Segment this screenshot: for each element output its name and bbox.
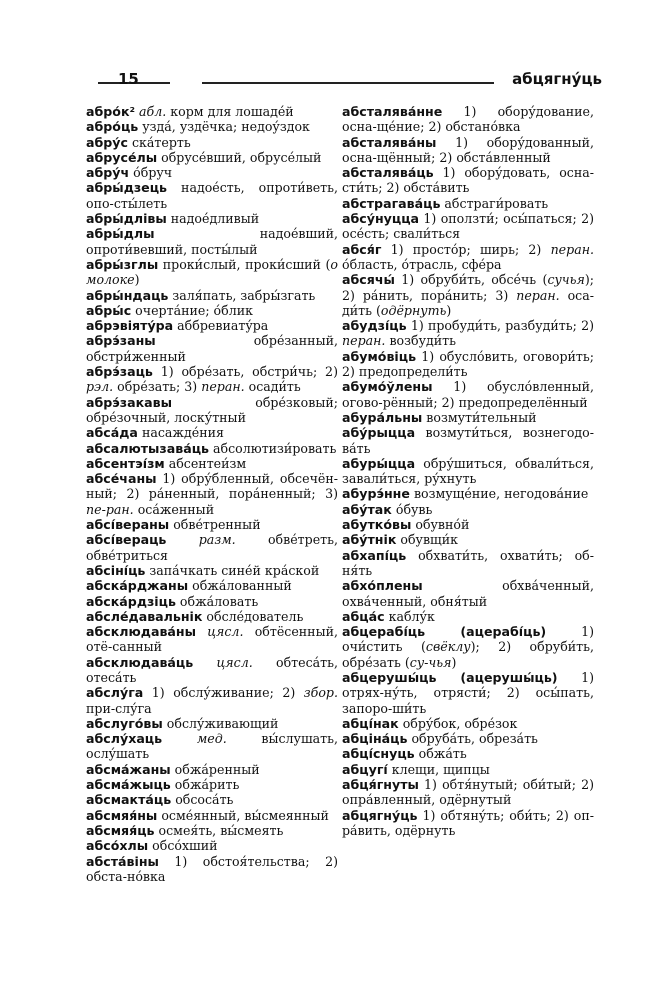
dictionary-entry — [86, 838, 338, 853]
dictionary-entry — [342, 486, 594, 501]
entry-headword: абсі́вераць — [86, 532, 167, 548]
entry-text: 1) обусло́вленный, огово-рённый; 2) предопределённый — [342, 379, 594, 410]
entry-headword: абсма́жыць — [86, 777, 171, 793]
dictionary-entry — [342, 104, 594, 135]
dictionary-entry — [86, 532, 338, 563]
page-number: 15 — [118, 70, 139, 88]
dictionary-entry — [342, 410, 594, 425]
dictionary-entry — [86, 395, 338, 426]
entry-headword: абумо́віць — [342, 348, 417, 364]
entry-headword: абро́к² — [86, 104, 136, 119]
entry-headword: абсі́вераны — [86, 517, 170, 533]
entry-text: обхвати́ть, охвати́ть; об-ня́ть — [342, 547, 594, 578]
entry-text: 1) обтя́нутый; оби́тый; 2) опра́вленный, одёрнутый — [342, 777, 594, 808]
left-column — [86, 104, 338, 884]
entry-text: надое́дливый — [166, 211, 260, 227]
entry-headword: абсячы́ — [342, 272, 395, 288]
entry-text: о́бувь — [391, 501, 433, 517]
entry-label: су-чья — [409, 654, 452, 670]
entry-headword: абслуго́вы — [86, 715, 163, 731]
entry-headword: абсле́давальнік — [86, 608, 203, 624]
entry-label: перан. — [342, 333, 386, 349]
entry-headword: абслу́га — [86, 685, 144, 701]
entry-text: ) — [134, 272, 140, 288]
entry-text: очерта́ние; о́блик — [131, 302, 253, 318]
entry-text: обжа́ловать — [175, 593, 259, 609]
entry-label: рэл. — [86, 379, 114, 395]
dictionary-entry — [342, 731, 594, 746]
entry-label: цясл. — [216, 654, 253, 670]
entry-text: 1) обре́зать, обстри́чь; 2) — [152, 364, 338, 380]
header-rule-right — [202, 82, 494, 84]
dictionary-entry — [342, 456, 594, 487]
entry-text: абсентеи́зм — [164, 455, 247, 471]
entry-headword: абсмакта́ць — [86, 792, 172, 808]
entry-headword: абура́льны — [342, 409, 423, 425]
dictionary-entry — [86, 425, 338, 440]
entry-text: о́бласть, о́трасль, сфе́ра — [342, 256, 502, 272]
dictionary-entry — [86, 165, 338, 180]
entry-text: обсоса́ть — [171, 792, 234, 808]
dictionary-entry — [86, 731, 338, 762]
entry-headword: абцерабі́ць (ацерабі́ць) — [342, 624, 547, 640]
entry-label: мед. — [196, 731, 227, 747]
entry-headword: абро́ць — [86, 119, 139, 135]
dictionary-entry — [342, 548, 594, 579]
dictionary-entry — [86, 303, 338, 318]
entry-text — [166, 532, 198, 547]
dictionary-entry — [342, 165, 594, 196]
entry-text: абсолютизи́ровать — [209, 440, 337, 456]
dictionary-entry — [342, 609, 594, 624]
entry-headword: абсіні́ць — [86, 562, 146, 578]
entry-headword: абсклюдава́ць — [86, 654, 194, 670]
dictionary-entry — [342, 318, 594, 349]
dictionary-entry — [342, 670, 594, 716]
entry-headword: абсе́чаны — [86, 471, 157, 487]
entry-headword: абца́с — [342, 608, 385, 624]
dictionary-entry — [86, 104, 338, 119]
entry-headword: абця́гнуты — [342, 777, 419, 793]
entry-headword: абры́зглы — [86, 256, 159, 272]
entry-headword: абу́так — [342, 501, 392, 517]
entry-label: абл. — [139, 104, 167, 119]
dictionary-entry — [342, 716, 594, 731]
entry-text: 1) обору́дованный, осна-щённый; 2) обста́вленный — [342, 134, 594, 165]
entry-headword: абсу́нуцца — [342, 211, 420, 227]
dictionary-entry — [342, 808, 594, 839]
dictionary-entry — [342, 242, 594, 273]
entry-text: узда́, уздёчка; недоу́здок — [138, 119, 310, 135]
entry-headword: абсталява́ны — [342, 134, 437, 150]
entry-text: 1) обору́довать, осна-сти́ть; 2) обста́вить — [342, 165, 594, 196]
entry-text: обрусе́вший, обрусе́лый — [157, 149, 322, 165]
entry-headword: абці́нак — [342, 715, 399, 731]
dictionary-entry — [86, 808, 338, 823]
dictionary-entry — [342, 425, 594, 456]
dictionary-entry — [86, 226, 338, 257]
dictionary-entry — [86, 456, 338, 471]
entry-headword: абхо́плены — [342, 578, 423, 594]
dictionary-entry — [86, 288, 338, 303]
entry-text: ) — [451, 654, 457, 670]
dictionary-entry — [86, 578, 338, 593]
dictionary-entry — [86, 777, 338, 792]
entry-headword: абуры́цца — [342, 455, 416, 471]
entry-headword: абсталява́нне — [342, 104, 443, 119]
entry-label: перан. — [516, 287, 560, 303]
entry-headword: абрэ́заны — [86, 333, 156, 349]
entry-text: 1) обору́дование, осна-ще́ние; 2) обстано́вка — [342, 104, 594, 135]
dictionary-entry — [342, 349, 594, 380]
entry-text: абстраги́ровать — [440, 195, 549, 211]
entry-headword: абрэ́заць — [86, 364, 153, 380]
entry-text: обтеса́ть, отеса́ть — [86, 654, 338, 685]
entry-text: возмути́тельный — [422, 409, 537, 425]
entry-text: проки́слый, проки́сший ( — [158, 256, 331, 272]
entry-headword: абры́дзець — [86, 180, 168, 196]
entry-text: обсо́хший — [148, 838, 218, 854]
dictionary-entry — [86, 119, 338, 134]
entry-headword: абры́ндаць — [86, 287, 169, 303]
entry-headword: абры́длівы — [86, 211, 167, 227]
entry-text: обувно́й — [411, 517, 470, 533]
entry-text: осади́ть — [244, 379, 301, 395]
entry-headword: абрусе́лы — [86, 149, 158, 165]
dictionary-entry — [342, 746, 594, 761]
entry-label: перан. — [550, 241, 594, 257]
entry-text: ); 2) ра́нить, пора́нить; 3) — [342, 272, 594, 303]
entry-headword: абудзі́ць — [342, 318, 407, 334]
entry-text: возмути́ться, вознегодо-ва́ть — [342, 425, 594, 456]
entry-headword: абсмяя́ць — [86, 822, 155, 838]
entry-text: 1) обстоя́тельства; 2) обста-но́вка — [86, 853, 338, 884]
entry-text: обве́тренный — [169, 517, 261, 533]
entry-text: обруба́ть, обреза́ть — [407, 731, 538, 747]
entry-label: цясл. — [207, 624, 244, 640]
entry-label: пе-ран. — [86, 501, 134, 517]
dictionary-entry — [86, 563, 338, 578]
dictionary-entry — [86, 471, 338, 517]
entry-text: обслу́живающий — [162, 715, 279, 731]
entry-text: 1) обусло́вить, оговори́ть; 2) предопредели́ть — [342, 348, 594, 380]
entry-text: вы́слушать, ослу́шать — [86, 731, 338, 762]
entry-text: при-слу́га — [86, 700, 152, 716]
entry-text: 1) отрях-ну́ть, отрясти́; 2) осы́пать, запоро-ши́ть — [342, 669, 594, 716]
dictionary-entry — [86, 180, 338, 211]
dictionary-entry — [86, 517, 338, 532]
entry-text: обувщи́к — [396, 532, 459, 548]
entry-label: перан. — [201, 379, 245, 395]
entry-text: обжа́ть — [414, 746, 467, 762]
dictionary-entry — [342, 135, 594, 166]
entry-text: 1) обслу́живание; 2) — [143, 685, 304, 701]
dictionary-entry — [86, 823, 338, 838]
entry-text: обжа́ренный — [170, 761, 260, 777]
entry-headword: абціна́ць — [342, 731, 408, 747]
dictionary-entry — [342, 762, 594, 777]
entry-text: о́бруч — [129, 165, 173, 181]
entry-text: насажде́ния — [137, 425, 224, 441]
entry-headword: абцугі́ — [342, 761, 388, 777]
page-header — [62, 68, 602, 96]
entry-headword: абры́с — [86, 302, 132, 318]
entry-headword: абсталява́ць — [342, 165, 434, 181]
entry-text: клещи, щипцы — [387, 761, 490, 777]
entry-label: разм. — [198, 532, 236, 548]
entry-text: ); 2) обруби́ть, обре́зать ( — [342, 639, 594, 670]
entry-headword: абсмяя́ны — [86, 807, 158, 823]
dictionary-entry — [86, 333, 338, 364]
running-head: абцягну́ць — [512, 70, 602, 88]
dictionary-entry — [86, 762, 338, 777]
entry-text: ска́терть — [127, 134, 191, 150]
entry-text — [193, 655, 216, 670]
entry-headword: абутко́вы — [342, 517, 412, 533]
dictionary-entry — [86, 655, 338, 686]
entry-headword: абумо́ўлены — [342, 379, 433, 395]
entry-headword: абрэвіяту́ра — [86, 318, 174, 334]
dictionary-entry — [342, 532, 594, 547]
entry-headword: абсклюдава́ны — [86, 624, 196, 640]
entry-label: одёрнуть — [380, 302, 447, 318]
dictionary-entry — [86, 792, 338, 807]
dictionary-entry — [86, 716, 338, 731]
dictionary-entry — [86, 685, 338, 716]
entry-headword: абслу́хаць — [86, 731, 163, 747]
entry-text: обре́занный, обстри́женный — [86, 333, 338, 364]
dictionary-entry — [86, 364, 338, 395]
entry-label: свёклу — [425, 639, 471, 655]
entry-headword: абска́рдзіць — [86, 593, 176, 609]
entry-text: 1) просто́р; ширь; 2) — [381, 241, 551, 257]
entry-headword: абхапі́ць — [342, 547, 407, 563]
entry-text: оса́женный — [133, 501, 215, 517]
entry-text: обсле́дователь — [202, 608, 304, 624]
entry-text: надое́вший, опроти́вевший, посты́лый — [86, 226, 338, 257]
right-column — [342, 104, 594, 838]
entry-text: обру́бок, обре́зок — [398, 715, 518, 731]
entry-headword: абры́длы — [86, 226, 155, 242]
entry-text: 1) очи́стить ( — [342, 624, 594, 655]
entry-headword: абса́да — [86, 425, 138, 441]
entry-text: обре́зать; 3) — [113, 379, 202, 395]
dictionary-entry — [86, 135, 338, 150]
entry-headword: абсалютызава́ць — [86, 440, 209, 456]
dictionary-entry — [342, 777, 594, 808]
dictionary-entry — [86, 211, 338, 226]
entry-headword: абсентэі́зм — [86, 455, 165, 471]
entry-headword: абсо́хлы — [86, 838, 149, 854]
entry-text: обтёсенный, отё-санный — [86, 624, 338, 655]
entry-headword: абці́снуць — [342, 746, 415, 762]
entry-text: обру́шиться, обвали́ться, завали́ться, ру́хнуть — [342, 455, 594, 487]
dictionary-entry — [342, 624, 594, 670]
entry-text: обве́треть, обве́триться — [86, 532, 338, 563]
dictionary-entry — [342, 379, 594, 410]
entry-text — [162, 731, 197, 746]
dictionary-entry — [86, 594, 338, 609]
dictionary-entry — [342, 196, 594, 211]
entry-text: обжа́рить — [170, 777, 240, 793]
entry-text — [196, 624, 207, 639]
dictionary-entry — [86, 441, 338, 456]
entry-label: сучья — [547, 272, 585, 288]
entry-headword: абру́ч — [86, 165, 130, 181]
entry-text: корм для лошаде́й — [166, 104, 294, 119]
entry-label: збор. — [303, 685, 338, 701]
entry-text: ) — [446, 302, 452, 318]
entry-text: 1) пробуди́ть, разбуди́ть; 2) — [406, 318, 594, 334]
entry-text: обжа́лованный — [188, 578, 292, 594]
entry-headword: абска́рджаны — [86, 578, 189, 594]
dictionary-entry — [86, 624, 338, 655]
entry-text: надое́сть, опроти́веть, опо-сты́леть — [86, 180, 338, 211]
entry-text: обхва́ченный, охва́ченный, обня́тый — [342, 578, 594, 609]
dictionary-entry — [86, 318, 338, 333]
entry-text: обре́зковый; обре́зочный, лоску́тный — [86, 394, 338, 425]
entry-text: возбуди́ть — [385, 333, 456, 349]
entry-headword: абу́тнік — [342, 532, 397, 548]
entry-label: о молоке — [86, 256, 338, 288]
entry-text: возмуще́ние, негодова́ние — [409, 486, 589, 502]
entry-text: заля́пать, забры́згать — [168, 287, 316, 303]
entry-headword: абу́рыцца — [342, 425, 416, 441]
dictionary-entry — [342, 502, 594, 517]
dictionary-entry — [86, 854, 338, 885]
dictionary-entry — [342, 211, 594, 242]
dictionary-entry — [86, 609, 338, 624]
entry-text: 1) оползти́; осы́паться; 2) осе́сть; свали́ться — [342, 211, 594, 242]
entry-headword: абста́віны — [86, 853, 159, 869]
entry-headword: абурэ́нне — [342, 486, 410, 502]
dictionary-entry — [342, 517, 594, 532]
entry-text: каблу́к — [384, 608, 435, 624]
entry-headword: абся́г — [342, 241, 382, 257]
entry-headword: абцерушы́ць (ацерушы́ць) — [342, 669, 558, 685]
entry-text: запа́чкать сине́й кра́ской — [145, 562, 320, 578]
entry-headword: абру́с — [86, 134, 128, 150]
entry-text: 1) обтяну́ть; оби́ть; 2) оп-ра́вить, одёрнуть — [342, 807, 594, 838]
entry-text: 1) обруби́ть, обсе́чь ( — [394, 272, 548, 288]
entry-text: осме́янный, вы́смеянный — [157, 807, 329, 823]
entry-text: осмея́ть, вы́смеять — [154, 822, 284, 838]
entry-headword: абрэ́закавы — [86, 394, 172, 410]
dictionary-entry — [342, 272, 594, 318]
dictionary-entry — [86, 257, 338, 288]
entry-text: оса-ди́ть ( — [342, 287, 594, 318]
dictionary-entry — [86, 150, 338, 165]
entry-text: 1) обру́бленный, обсечён-ный; 2) ра́ненный, пора́ненный; 3) — [86, 471, 338, 502]
entry-text: аббревиату́ра — [173, 318, 269, 334]
entry-headword: абцягну́ць — [342, 807, 418, 823]
entry-headword: абсма́жаны — [86, 761, 171, 777]
entry-headword: абстрагава́ць — [342, 195, 441, 211]
dictionary-entry — [342, 578, 594, 609]
